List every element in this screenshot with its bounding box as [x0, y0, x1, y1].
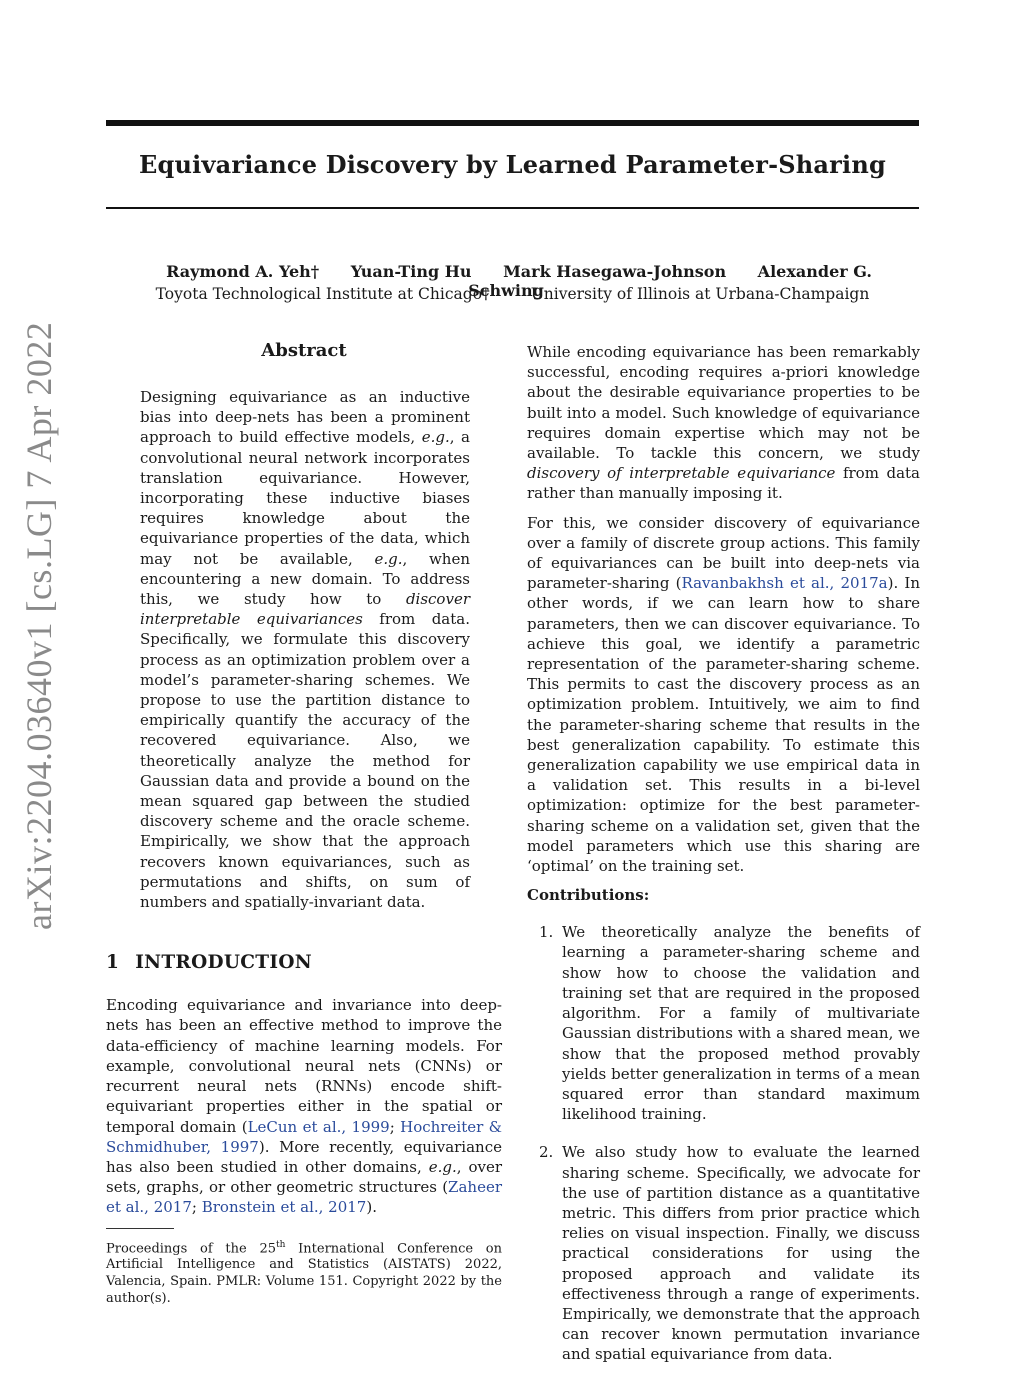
contributions-list [527, 922, 920, 1364]
footnote-rule [106, 1228, 174, 1229]
left-column [106, 340, 502, 1307]
citation-link[interactable]: Hochreiter & Schmidhuber, 1997 [106, 1117, 503, 1156]
footnote: Proceedings of the 25th International Conference on Artificial Intelligence and Statistics (AISTATS) 2022, Valencia, Spain. PMLR: Volume 151. Copyright 2022 by the author(s). [106, 1239, 502, 1306]
affiliation-list [106, 285, 919, 303]
author-3: Mark Hasegawa-Johnson [503, 262, 727, 281]
intro-paragraph-2: While encoding equivariance has been remarkably successful, encoding requires a-priori knowledge about the desirable equivariance properties to be built into a model. Such knowledge of equivariance requires domain expertise which may not be available. To tackle this concern, we study discovery of interpretable equivariance from data rather than manually imposing it. [527, 343, 921, 503]
citation-link[interactable]: Zaheer et al., 2017 [106, 1178, 502, 1217]
list-item: 1. We theoretically analyze the benefits of learning a parameter-sharing scheme and show how to choose the validation and training set that are required in the proposed algorithm. For a family of multivariate Gaussian distributions with a shared mean, we show that the proposed method provably yields better generalization in terms of a mean squared error than standard maximum likelihood training. [539, 923, 920, 1124]
contributions-heading: Contributions: [527, 886, 650, 905]
arxiv-stamp: arXiv:2204.03640v1 [cs.LG] 7 Apr 2022 [19, 321, 59, 930]
right-column [527, 342, 920, 1383]
citation-link[interactable]: LeCun et al., 1999 [247, 1117, 390, 1136]
abstract-heading: Abstract [261, 340, 347, 361]
intro-paragraph-3: For this, we consider discovery of equivariance over a family of discrete group actions. This family of equivariances can be built into deep-nets via parameter-sharing (Ravanbakhsh et al., 2017a). In other words, if we can learn how to share parameters, then we can discover equivariance. To achieve this goal, we identify a parametric representation of the parameter-sharing scheme. This permits to cast the discovery process as an optimization problem. Intuitively, we aim to find the parameter-sharing scheme that results in the best generalization capability. To estimate this generalization capability we use empirical data in a validation set. This results in a bi-level optimization: optimize for the best parameter-sharing scheme on a validation set, given that the model parameters which use this sharing are ‘optimal’ on the training set. [527, 513, 920, 876]
title-bottom-rule [106, 207, 919, 209]
citation-link[interactable]: Bronstein et al., 2017 [201, 1198, 367, 1217]
author-2: Yuan-Ting Hu [350, 262, 472, 281]
affiliation-2: University of Illinois at Urbana-Champaign [530, 285, 870, 303]
citation-link[interactable]: Ravanbakhsh et al., 2017a [681, 574, 888, 593]
author-1: Raymond A. Yeh† [166, 262, 320, 281]
list-item: 2. We also study how to evaluate the learned sharing scheme. Specifically, we advocate for the use of partition distance as a quantitative metric. This differs from prior practice which relies on visual inspection. Finally, we discuss practical considerations for using the proposed approach and validate its effectiveness through a range of experiments. Empirically, we demonstrate that the approach can recover known permutation invariance and spatial equivariance from data. [539, 1143, 921, 1364]
affiliation-1: Toyota Technological Institute at Chicago† [155, 285, 490, 303]
author-4: Alexander G. Schwing [468, 262, 872, 300]
paper-title: Equivariance Discovery by Learned Parameter-Sharing [139, 150, 886, 179]
abstract-body: Designing equivariance as an inductive bias into deep-nets has been a prominent approach to build effective models, e.g., a convolutional neural network incorporates translation equivariance. However, incorporating these inductive biases requires knowledge about the equivariance properties of the data, which may not be available, e.g., when encountering a new domain. To address this, we study how to discover interpretable equivariances from data. Specifically, we formulate this discovery process as an optimization problem over a model’s parameter-sharing schemes. We propose to use the partition distance to empirically quantify the accuracy of the recovered equivariance. Also, we theoretically analyze the method for Gaussian data and provide a bound on the mean squared gap between the studied discovery scheme and the oracle scheme. Empirically, we show that the approach recovers known equivariances, such as permutations and shifts, on sum of numbers and spatially-invariant data. [140, 388, 470, 912]
section-heading-introduction: 1 INTRODUCTION [106, 952, 312, 974]
title-top-rule [106, 120, 919, 126]
introduction-paragraph: Encoding equivariance and invariance into deep-nets has been an effective method to improve the data-efficiency of machine learning models. For example, convolutional neural nets (CNNs) or recurrent neural nets (RNNs) encode shift-equivariant properties either in the spatial or temporal domain (LeCun et al., 1999; Hochreiter & Schmidhuber, 1997). More recently, equivariance has also been studied in other domains, e.g., over sets, graphs, or other geometric structures (Zaheer et al., 2017; Bronstein et al., 2017). [106, 996, 503, 1217]
